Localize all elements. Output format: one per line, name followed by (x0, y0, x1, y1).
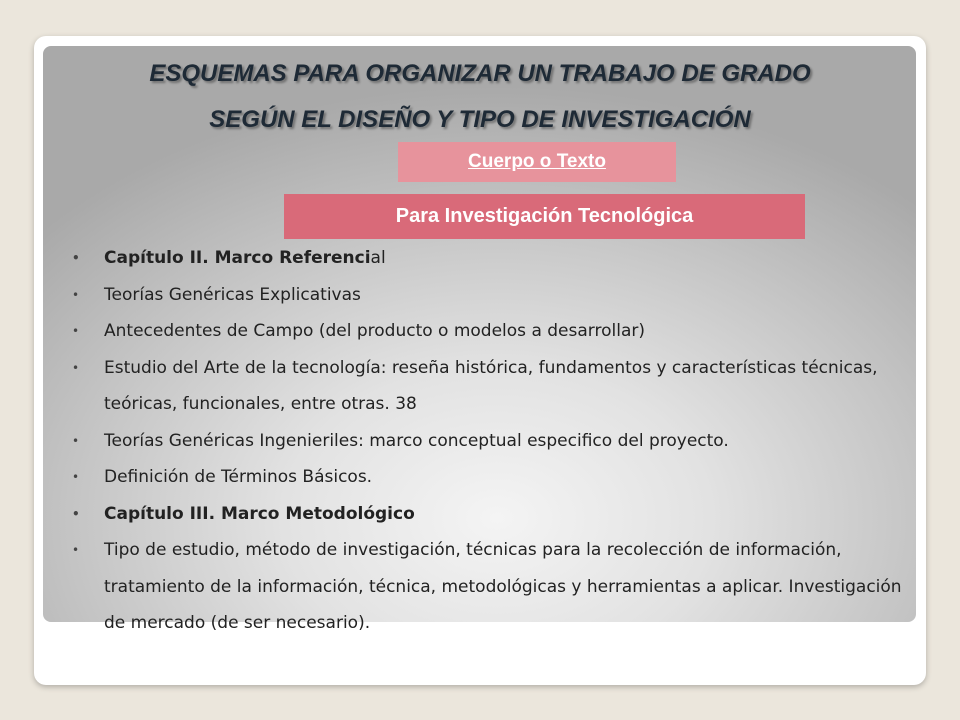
bullet-bold-text: Capítulo III. Marco Metodológico (104, 503, 415, 524)
bullet-item-capitulo-iii (72, 496, 902, 533)
bullet-item-teorias-genericas (72, 277, 902, 314)
bullet-text: Teorías Genéricas Ingenieriles: marco conceptual especifico del proyecto. (104, 430, 729, 451)
bullet-text: Estudio del Arte de la tecnología: reseña histórica, fundamentos y características técnicas, teóricas, funcionales, entre otras. 38 (104, 357, 878, 414)
bullet-text: Teorías Genéricas Explicativas (104, 284, 361, 305)
bullet-bold-text: Capítulo II. Marco Referenci (104, 248, 371, 268)
section-banner (284, 194, 805, 239)
bullet-item-estudio-del-arte (72, 350, 902, 423)
subtitle-text: Cuerpo o Texto (468, 151, 606, 172)
slide-title-line-2: SEGÚN EL DISEÑO Y TIPO DE INVESTIGACIÓN (209, 106, 751, 133)
bullet-item-antecedentes (72, 313, 902, 350)
bullet-list (72, 240, 902, 642)
bullet-text: Definición de Términos Básicos. (104, 467, 373, 487)
bullet-item-teorias-ingenieriles (72, 423, 902, 460)
bullet-item-capitulo-ii (72, 240, 902, 277)
bullet-item-definicion-terminos (72, 459, 902, 496)
bullet-text: Antecedentes de Campo (del producto o modelos a desarrollar) (104, 321, 645, 341)
bullet-text: Tipo de estudio, método de investigación, técnicas para la recolección de información, tratamiento de la información, técnica, metodológicas y herramientas a aplicar. Investigación de mercado (de ser necesario). (104, 540, 902, 633)
bullet-text: al (370, 248, 386, 268)
banner-text: Para Investigación Tecnológica (395, 205, 694, 227)
subtitle-box (398, 142, 676, 182)
bullet-item-tipo-de-estudio (72, 532, 902, 642)
slide-title-line-1: ESQUEMAS PARA ORGANIZAR UN TRABAJO DE GRADO (149, 60, 811, 87)
